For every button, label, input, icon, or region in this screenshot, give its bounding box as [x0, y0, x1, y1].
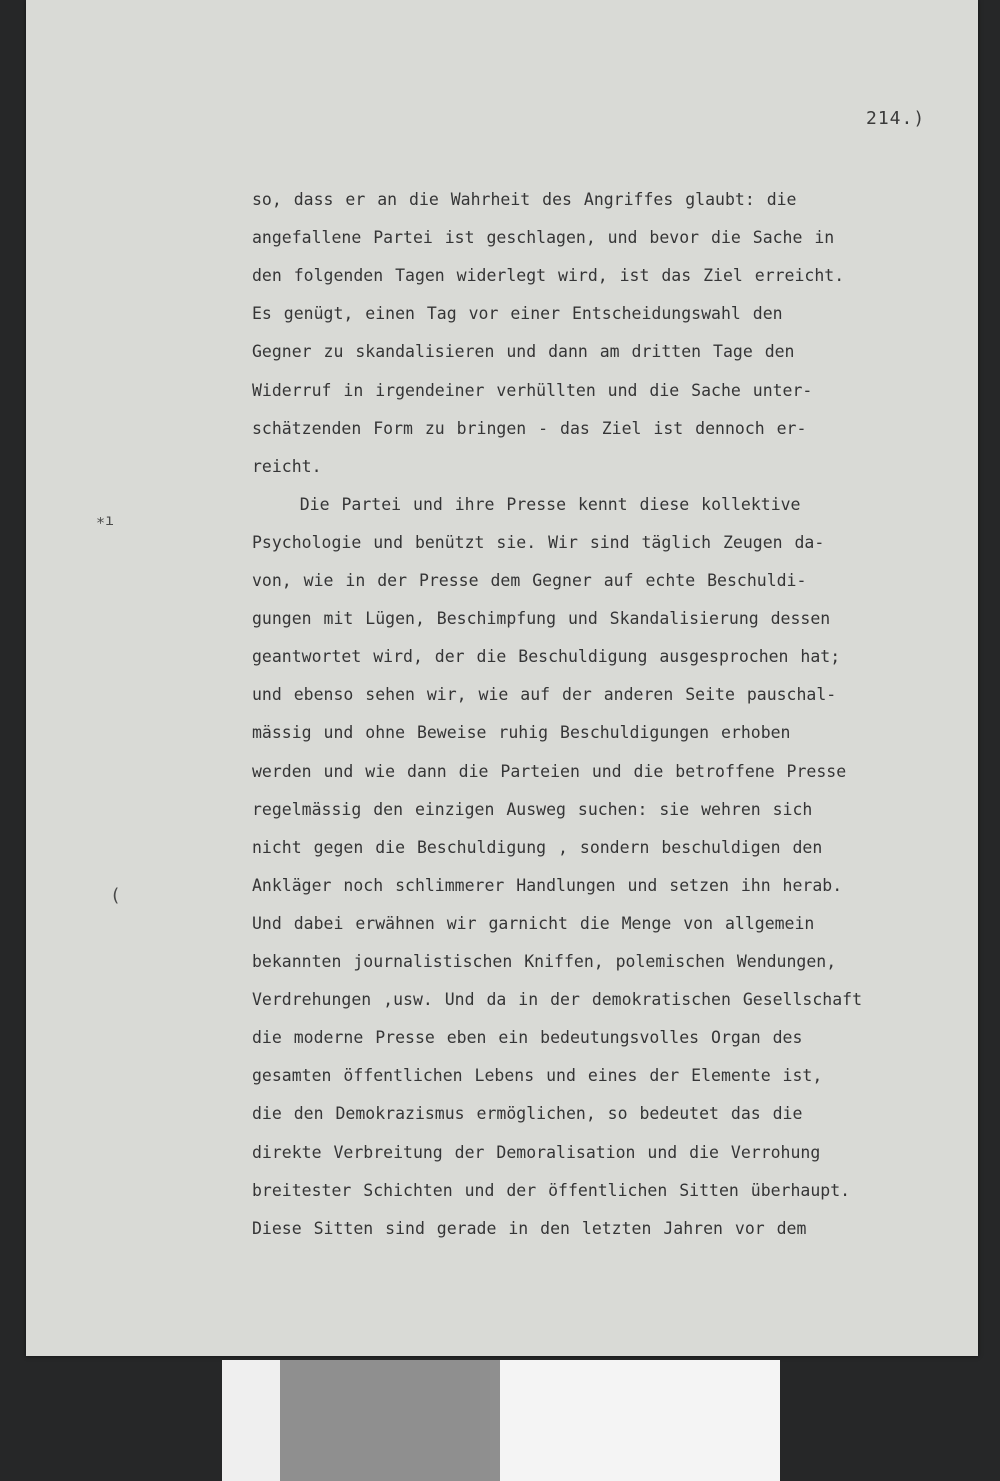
- text-line: Und dabei erwähnen wir garnicht die Menge von allgemein: [252, 913, 815, 933]
- text-line: werden und wie dann die Parteien und die betroffene Presse: [252, 761, 847, 781]
- text-line: Die Partei und ihre Presse kennt diese kollektive: [252, 494, 801, 514]
- text-line: angefallene Partei ist geschlagen, und bevor die Sache in: [252, 228, 835, 248]
- text-line: so, dass er an die Wahrheit des Angriffes glaubt: die: [252, 190, 797, 209]
- text-line: die den Demokrazismus ermöglichen, so bedeutet das die: [252, 1104, 803, 1124]
- calibration-card-gray: [280, 1360, 500, 1481]
- text-line: gesamten öffentlichen Lebens und eines der Elemente ist,: [252, 1066, 823, 1086]
- text-line: mässig und ohne Beweise ruhig Beschuldigungen erhoben: [252, 723, 791, 743]
- text-line: breitester Schichten und der öffentlichen Sitten überhaupt.: [252, 1180, 851, 1200]
- text-line: gungen mit Lügen, Beschimpfung und Skandalisierung dessen: [252, 609, 831, 629]
- text-line: schätzenden Form zu bringen - das Ziel ist dennoch er-: [252, 418, 807, 438]
- calibration-card-white: [500, 1360, 780, 1481]
- text-line: Ankläger noch schlimmerer Handlungen und setzen ihn herab.: [252, 875, 843, 895]
- text-line: die moderne Presse eben ein bedeutungsvolles Organ des: [252, 1028, 803, 1048]
- text-line: und ebenso sehen wir, wie auf der anderen Seite pauschal-: [252, 685, 837, 705]
- margin-mark: (: [110, 885, 121, 906]
- text-line: geantwortet wird, der die Beschuldigung ausgesprochen hat;: [252, 647, 841, 667]
- text-line: bekannten journalistischen Kniffen, polemischen Wendungen,: [252, 952, 837, 971]
- calibration-card-white: [222, 1360, 280, 1481]
- text-line: Diese Sitten sind gerade in den letzten Jahren vor dem: [252, 1218, 807, 1238]
- text-line: nicht gegen die Beschuldigung , sondern beschuldigen den: [252, 837, 823, 857]
- page-number: 214.): [866, 108, 926, 129]
- text-line: direkte Verbreitung der Demoralisation und die Verrohung: [252, 1142, 821, 1162]
- text-line: Es genügt, einen Tag vor einer Entscheidungswahl den: [252, 304, 783, 324]
- text-line: von, wie in der Presse dem Gegner auf echte Beschuldi-: [252, 571, 807, 590]
- text-line: Psychologie und benützt sie. Wir sind täglich Zeugen da-: [252, 532, 825, 552]
- text-line: Verdrehungen ,usw. Und da in der demokratischen Gesellschaft: [252, 990, 863, 1010]
- document-page: [26, 0, 978, 1356]
- text-line: reicht.: [252, 456, 322, 476]
- margin-mark: ∗ı: [96, 511, 115, 529]
- text-line: Widerruf in irgendeiner verhüllten und die Sache unter-: [252, 380, 813, 400]
- text-line: den folgenden Tagen widerlegt wird, ist das Ziel erreicht.: [252, 266, 845, 286]
- text-line: regelmässig den einzigen Ausweg suchen: sie wehren sich: [252, 799, 813, 819]
- text-line: Gegner zu skandalisieren und dann am dritten Tage den: [252, 342, 795, 362]
